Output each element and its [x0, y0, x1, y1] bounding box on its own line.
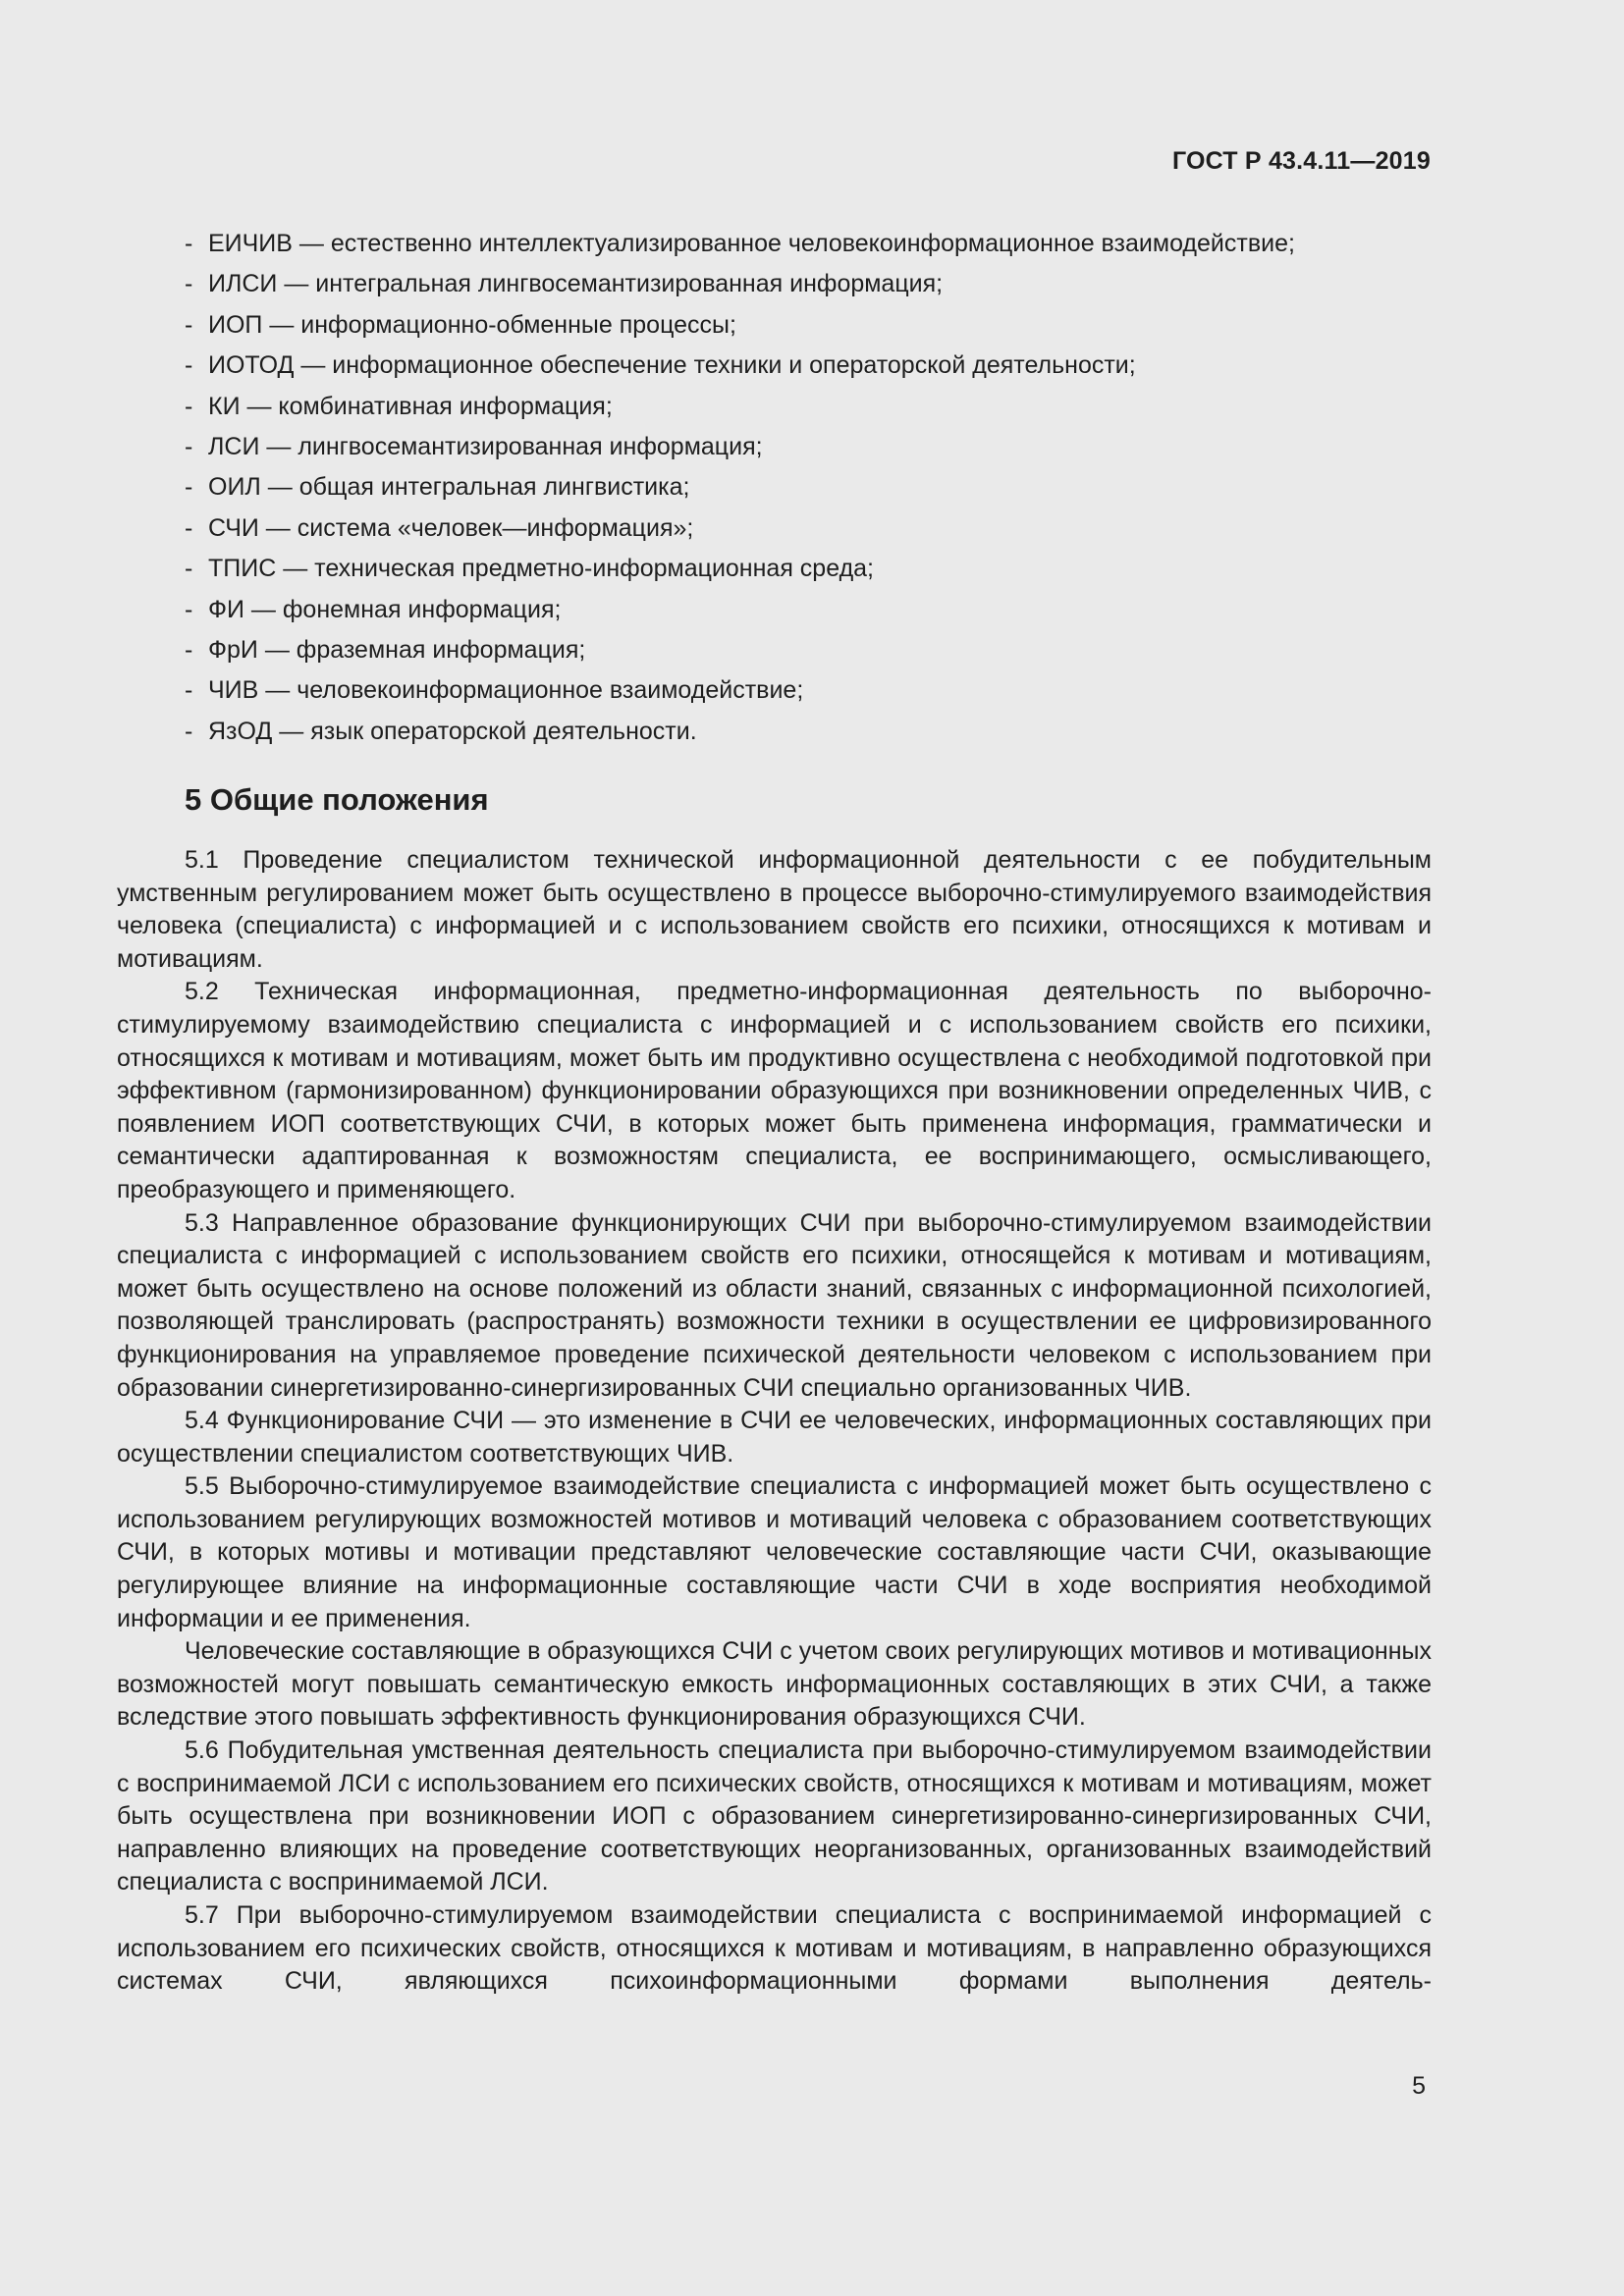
list-dash-marker: -: [185, 635, 193, 664]
list-dash-marker: -: [185, 717, 193, 745]
list-dash-marker: -: [185, 310, 193, 339]
abbreviation-item: [185, 389, 1432, 429]
abbreviation-item: [185, 469, 1432, 509]
abbreviation-text: ЧИВ — человекоинформационное взаимодействие;: [208, 676, 804, 705]
abbreviation-item: [185, 226, 1432, 266]
abbreviation-text: ИЛСИ — интегральная лингвосемантизированная информация;: [208, 270, 944, 298]
abbreviation-item: [185, 551, 1432, 591]
list-dash-marker: -: [185, 392, 193, 420]
list-dash-marker: -: [185, 230, 193, 257]
abbreviation-text: ОИЛ — общая интегральная лингвистика;: [208, 473, 690, 502]
abbreviation-item: [185, 632, 1432, 672]
section-paragraph: 5.5 Выборочно-стимулируемое взаимодействие специалиста с информацией может быть осуществлено с использованием регулирующих возможностей мотивов и мотиваций человека с образованием соответствующих СЧИ, в которых мотивы и мотивации представляют человеческие составляющие части СЧИ, оказывающие регулирующее влияние на информационные составляющие части СЧИ в ходе восприятия необходимой информации и ее применения.: [117, 1472, 1432, 1632]
abbreviation-text: ФИ — фонемная информация;: [208, 595, 562, 623]
section-paragraph: 5.3 Направленное образование функционирующих СЧИ при выборочно-стимулируемом взаимодействии специалиста с информацией с использованием свойств его психики, относящейся к мотивам и мотивациям, может быть осуществлено на основе положений из области знаний, связанных с информационной психологией, позволяющей транслировать (распространять) возможности техники в осуществлении ее цифровизированного функционирования на управляемое проведение психической деятельности человеком с использованием при образовании синергетизированно-синергизированных СЧИ специально организованных ЧИВ.: [117, 1208, 1432, 1402]
section-paragraph: 5.7 При выборочно-стимулируемом взаимодействии специалиста с воспринимаемой информацией с использованием его психических свойств, относящихся к мотивам и мотивациям, в направленно образующихся системах СЧИ, являющихся психоинформационными формами выполнения деятель-: [117, 1901, 1432, 1996]
document-header-id: ГОСТ Р 43.4.11—2019: [1171, 147, 1431, 175]
abbreviation-text: ИОТОД — информационное обеспечение техники и операторской деятельности;: [208, 351, 1136, 380]
abbreviation-text: ТПИС — техническая предметно-информационная среда;: [208, 555, 875, 583]
abbreviation-text: КИ — комбинативная информация;: [208, 392, 613, 420]
abbreviation-text: ФрИ — фраземная информация;: [208, 635, 586, 664]
page-number: 5: [1412, 2072, 1426, 2100]
section-body: [117, 844, 1432, 1999]
abbreviation-text: ЛСИ — лингвосемантизированная информация;: [208, 432, 763, 460]
abbreviation-item: [185, 429, 1432, 469]
list-dash-marker: -: [185, 555, 193, 583]
abbreviation-text: ЯзОД — язык операторской деятельности.: [208, 717, 697, 745]
list-dash-marker: -: [185, 676, 193, 705]
abbreviation-item: [185, 592, 1432, 632]
section-title: 5 Общие положения: [185, 782, 489, 817]
list-dash-marker: -: [185, 270, 193, 298]
abbreviation-text: СЧИ — система «человек—информация»;: [208, 513, 694, 542]
list-dash-marker: -: [185, 473, 193, 502]
abbreviation-text: ЕИЧИВ — естественно интеллектуализированное человекоинформационное взаимодействие;: [208, 230, 1295, 257]
list-dash-marker: -: [185, 351, 193, 380]
abbreviations-list: [185, 226, 1432, 754]
abbreviation-item: [185, 714, 1432, 754]
section-paragraph: Человеческие составляющие в образующихся СЧИ с учетом своих регулирующих мотивов и мотивационных возможностей могут повышать семантическую емкость информационных составляющих в этих СЧИ, а также вследствие этого повышать эффективность функционирования образующихся СЧИ.: [117, 1637, 1432, 1732]
abbreviation-item: [185, 672, 1432, 713]
abbreviation-item: [185, 307, 1432, 347]
list-dash-marker: -: [185, 513, 193, 542]
list-dash-marker: -: [185, 595, 193, 623]
section-paragraph: 5.2 Техническая информационная, предметно-информационная деятельность по выборочно-стимулируемому взаимодействию специалиста с информацией и с использованием свойств его психики, относящихся к мотивам и мотивациям, может быть им продуктивно осуществлена с необходимой подготовкой при эффективном (гармонизированном) функционировании образующихся при возникновении определенных ЧИВ, с появлением ИОП соответствующих СЧИ, в которых может быть применена информация, грамматически и семантически адаптированная к возможностям специалиста, ее воспринимающего, осмысливающего, преобразующего и применяющего.: [117, 978, 1432, 1203]
section-paragraph: 5.6 Побудительная умственная деятельность специалиста при выборочно-стимулируемом взаимодействии с воспринимаемой ЛСИ с использованием его психических свойств, относящихся к мотивам и мотивациям, может быть осуществлена при возникновении ИОП с образованием синергетизированно-синергизированных СЧИ, направленно влияющих на проведение соответствующих неорганизованных, организованных взаимодействий специалиста с воспринимаемой ЛСИ.: [117, 1736, 1432, 1896]
abbreviation-text: ИОП — информационно-обменные процессы;: [208, 310, 736, 339]
section-paragraph: 5.1 Проведение специалистом технической информационной деятельности с ее побудительным умственным регулированием может быть осуществлено в процессе выборочно-стимулируемого взаимодействия человека (специалиста) с информацией и с использованием свойств его психики, относящихся к мотивам и мотивациям.: [117, 846, 1432, 973]
abbreviation-item: [185, 266, 1432, 306]
abbreviation-item: [185, 347, 1432, 388]
list-dash-marker: -: [185, 432, 193, 460]
abbreviation-item: [185, 510, 1432, 551]
section-paragraph: 5.4 Функционирование СЧИ — это изменение в СЧИ ее человеческих, информационных составляющих при осуществлении специалистом соответствующих ЧИВ.: [117, 1407, 1432, 1468]
